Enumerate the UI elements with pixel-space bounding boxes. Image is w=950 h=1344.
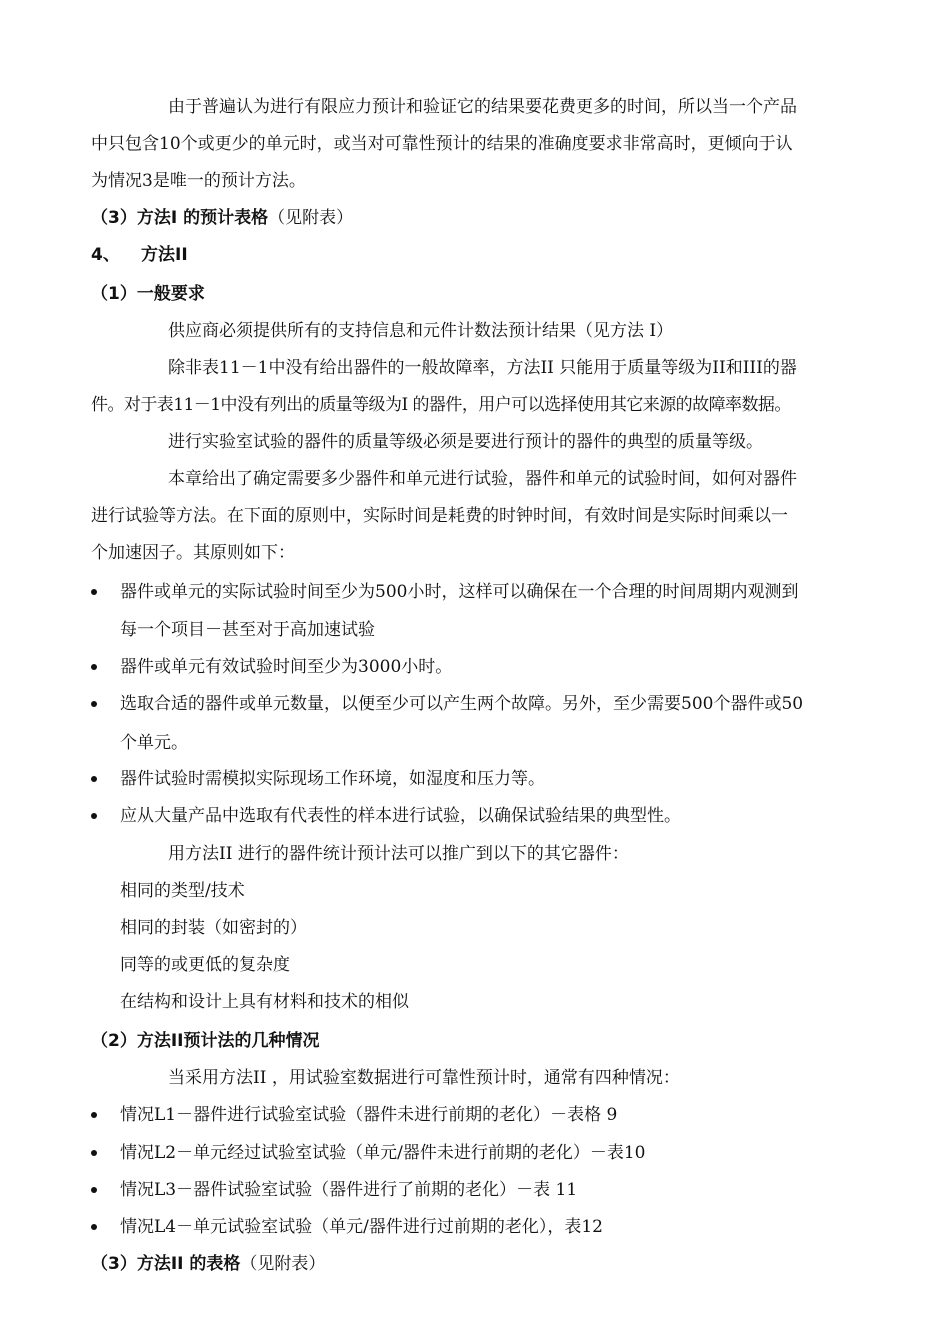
paragraph-line: 除非表11－1中没有给出器件的一般故障率，方法II 只能用于质量等级为II和III的器 [168,358,797,378]
extension-item: 同等的或更低的复杂度 [120,955,290,975]
bullet-icon [91,1187,97,1193]
list-item-text: 选取合适的器件或单元数量，以便至少可以产生两个故障。另外，至少需要500个器件或50 [120,694,804,714]
paragraph-line: 进行试验等方法。在下面的原则中，实际时间是耗费的时钟时间，有效时间是实际时间乘以一 [91,506,788,526]
paragraph-line: 用方法II 进行的器件统计预计法可以推广到以下的其它器件： [168,844,629,864]
subheading-general-requirements: （1）一般要求 [91,284,205,304]
section-number: 4、 [91,245,120,265]
paragraph-line: 当采用方法II ，用试验室数据进行可靠性预计时，通常有四种情况： [168,1068,680,1088]
bullet-icon [91,1150,97,1156]
paragraph-line: 由于普遍认为进行有限应力预计和验证它的结果要花费更多的时间，所以当一个产品 [168,97,797,117]
extension-item: 相同的封装（如密封的） [120,918,307,938]
list-item-text: 器件或单元的实际试验时间至少为500小时，这样可以确保在一个合理的时间周期内观测到 [120,582,799,602]
paragraph-line: 个加速因子。其原则如下： [91,543,295,563]
list-item-text: 情况L3－器件试验室试验（器件进行了前期的老化）－表 11 [120,1180,578,1200]
list-item-text: 个单元。 [120,733,188,753]
paragraph-line: 中只包含10个或更少的单元时，或当对可靠性预计的结果的准确度要求非常高时，更倾向于认 [91,134,793,154]
bullet-icon [91,776,97,782]
list-item-text: 每一个项目－甚至对于高加速试验 [120,620,375,640]
bullet-icon [91,701,97,707]
subheading-method1-table [91,208,353,228]
subheading-cases: （2）方法II预计法的几种情况 [91,1031,320,1051]
paragraph-line: 进行实验室试验的器件的质量等级必须是要进行预计的器件的典型的质量等级。 [168,432,763,452]
bullet-icon [91,1112,97,1118]
subheading-bold: （3）方法I 的预计表格 [91,208,269,228]
subheading-note: （见附表） [240,1254,326,1274]
paragraph-line: 本章给出了确定需要多少器件和单元进行试验，器件和单元的试验时间，如何对器件 [168,469,797,489]
subheading-note: （见附表） [268,208,354,228]
subheading-bold: （3）方法II 的表格 [91,1254,241,1274]
list-item-text: 器件或单元有效试验时间至少为3000小时。 [120,657,453,677]
bullet-icon [91,1224,97,1230]
paragraph-line: 件。对于表11－1中没有列出的质量等级为I 的器件，用户可以选择使用其它来源的故障率数据。 [91,395,791,415]
list-item-text: 情况L4－单元试验室试验（单元/器件进行过前期的老化），表12 [120,1217,603,1237]
bullet-icon [91,813,97,819]
paragraph-line: 为情况3是唯一的预计方法。 [91,171,306,191]
subheading-method2-table [91,1254,325,1274]
section-title: 方法II [141,245,188,265]
paragraph-line: 供应商必须提供所有的支持信息和元件计数法预计结果（见方法 I） [168,321,674,341]
bullet-icon [91,664,97,670]
list-item-text: 器件试验时需模拟实际现场工作环境，如湿度和压力等。 [120,769,545,789]
list-item-text: 情况L2－单元经过试验室试验（单元/器件未进行前期的老化）－表10 [120,1143,646,1163]
extension-item: 相同的类型/技术 [120,881,245,901]
list-item-text: 情况L1－器件进行试验室试验（器件未进行前期的老化）－表格 9 [120,1105,618,1125]
extension-item: 在结构和设计上具有材料和技术的相似 [120,992,409,1012]
list-item-text: 应从大量产品中选取有代表性的样本进行试验，以确保试验结果的典型性。 [120,806,681,826]
bullet-icon [91,589,97,595]
